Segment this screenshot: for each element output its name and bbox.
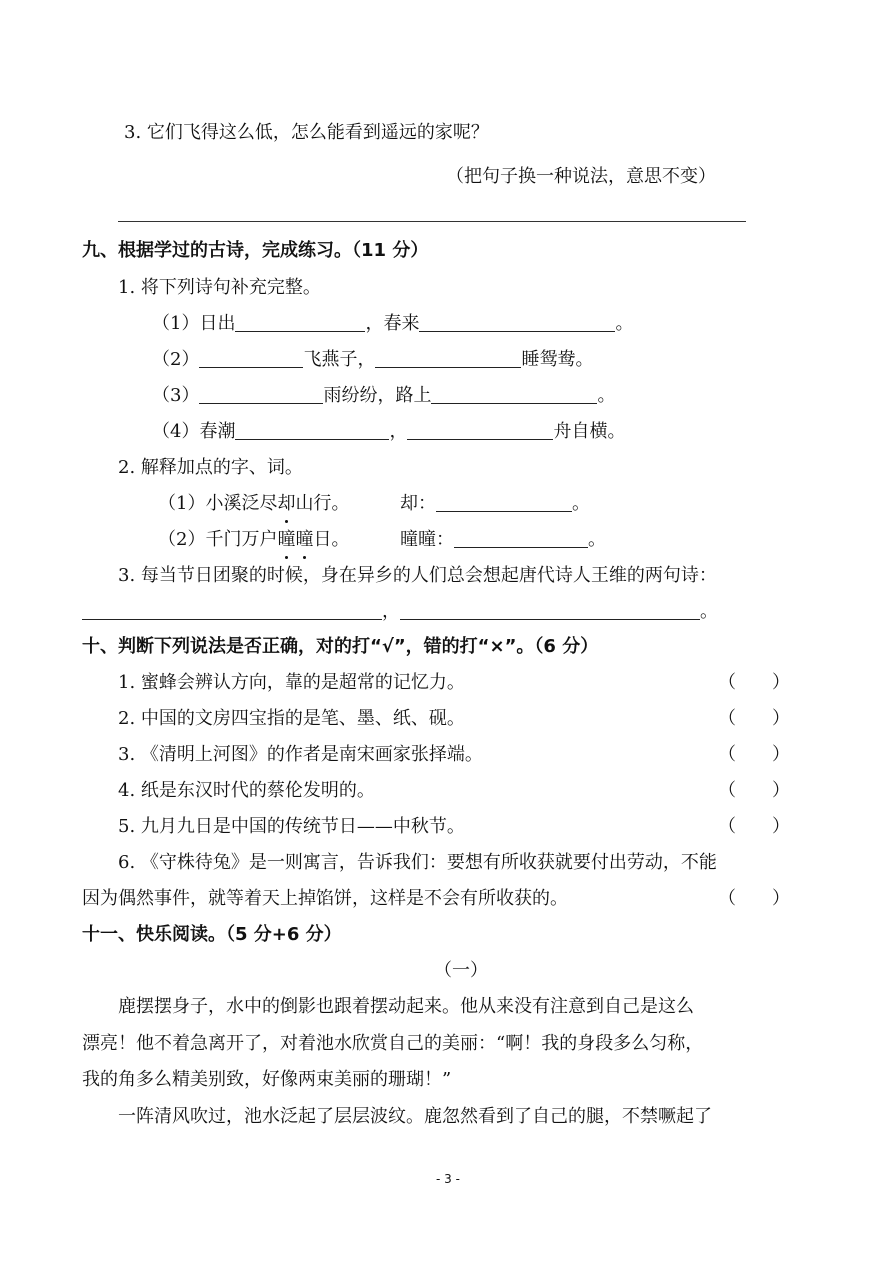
judge-item-1: 1. 蜜蜂会辨认方向，靠的是超常的记忆力。 <box>118 672 465 693</box>
blank-9-1-1b[interactable] <box>419 313 615 332</box>
section-9-title: 九、根据学过的古诗，完成练习。（11 分） <box>82 240 429 261</box>
blank-9-2-1[interactable] <box>436 493 572 512</box>
poem-line-2: （2） 飞燕子， 睡鸳鸯。 <box>152 349 594 370</box>
section-10-title: 十、判断下列说法是否正确，对的打“√”，错的打“×”。（6 分） <box>82 636 599 657</box>
judge-item-6-line2: 因为偶然事件，就等着天上掉馅饼，这样是不会有所收获的。 <box>82 888 568 909</box>
poem-answer-line: ， 。 <box>82 599 718 625</box>
section-11-title: 十一、快乐阅读。（5 分+6 分） <box>82 924 342 945</box>
explain-answer-2: 曈曈： 。 <box>400 529 606 550</box>
blank-9-3b[interactable] <box>400 601 700 620</box>
reading-paragraph-1-line3: 我的角多么精美别致，好像两束美丽的珊瑚！” <box>82 1069 452 1090</box>
question-8-3-hint: （把句子换一种说法，意思不变） <box>446 166 716 187</box>
page-number: - 3 - <box>436 1172 460 1186</box>
explain-line-2: （2）千门万户曈曈日。 <box>158 527 349 553</box>
blank-9-1-4a[interactable] <box>235 421 389 440</box>
answer-paren-3[interactable]: （ ） <box>718 744 790 765</box>
answer-paren-4[interactable]: （ ） <box>718 780 790 801</box>
answer-line-8-3[interactable] <box>118 221 746 222</box>
question-8-3: 3. 它们飞得这么低，怎么能看到遥远的家呢？ <box>124 122 489 143</box>
poem-line-3: （3） 雨纷纷，路上 。 <box>152 385 616 406</box>
question-9-2: 2. 解释加点的字、词。 <box>118 457 303 478</box>
reading-paragraph-1-line1: 鹿摆摆身子，水中的倒影也跟着摆动起来。他从来没有注意到自己是这么 <box>118 996 694 1017</box>
dotted-char: 却 <box>277 491 295 517</box>
answer-paren-2[interactable]: （ ） <box>718 708 790 729</box>
blank-9-1-3b[interactable] <box>431 385 597 404</box>
explain-answer-1: 却： 。 <box>400 493 590 514</box>
blank-9-3a[interactable] <box>82 601 382 620</box>
reading-paragraph-2-line1: 一阵清风吹过，池水泛起了层层波纹。鹿忽然看到了自己的腿，不禁噘起了 <box>118 1106 712 1127</box>
blank-9-1-1a[interactable] <box>235 313 365 332</box>
reading-paragraph-1-line2: 漂亮！他不着急离开了，对着池水欣赏自己的美丽：“啊！我的身段多么匀称， <box>82 1033 704 1054</box>
answer-paren-5[interactable]: （ ） <box>718 816 790 837</box>
blank-9-1-2a[interactable] <box>199 349 303 368</box>
explain-line-1: （1）小溪泛尽却山行。 <box>158 491 349 517</box>
question-9-3: 3. 每当节日团聚的时候，身在异乡的人们总会想起唐代诗人王维的两句诗： <box>118 565 717 586</box>
dotted-char: 曈 <box>295 527 313 553</box>
dotted-char: 曈 <box>277 527 295 553</box>
poem-line-1: （1）日出 ，春来 。 <box>152 313 634 334</box>
reading-subtitle: （一） <box>434 960 488 981</box>
judge-item-3: 3. 《清明上河图》的作者是南宋画家张择端。 <box>118 744 483 765</box>
judge-item-2: 2. 中国的文房四宝指的是笔、墨、纸、砚。 <box>118 708 465 729</box>
blank-9-1-3a[interactable] <box>199 385 323 404</box>
poem-line-4: （4）春潮 ， 舟自横。 <box>152 421 626 442</box>
blank-9-1-2b[interactable] <box>375 349 521 368</box>
question-9-1: 1. 将下列诗句补充完整。 <box>118 277 321 298</box>
blank-9-1-4b[interactable] <box>407 421 553 440</box>
judge-item-6-line1: 6. 《守株待兔》是一则寓言，告诉我们：要想有所收获就要付出劳动，不能 <box>118 852 717 873</box>
answer-paren-6[interactable]: （ ） <box>718 888 790 909</box>
judge-item-4: 4. 纸是东汉时代的蔡伦发明的。 <box>118 780 375 801</box>
judge-item-5: 5. 九月九日是中国的传统节日——中秋节。 <box>118 816 465 837</box>
blank-9-2-2[interactable] <box>454 529 588 548</box>
answer-paren-1[interactable]: （ ） <box>718 672 790 693</box>
